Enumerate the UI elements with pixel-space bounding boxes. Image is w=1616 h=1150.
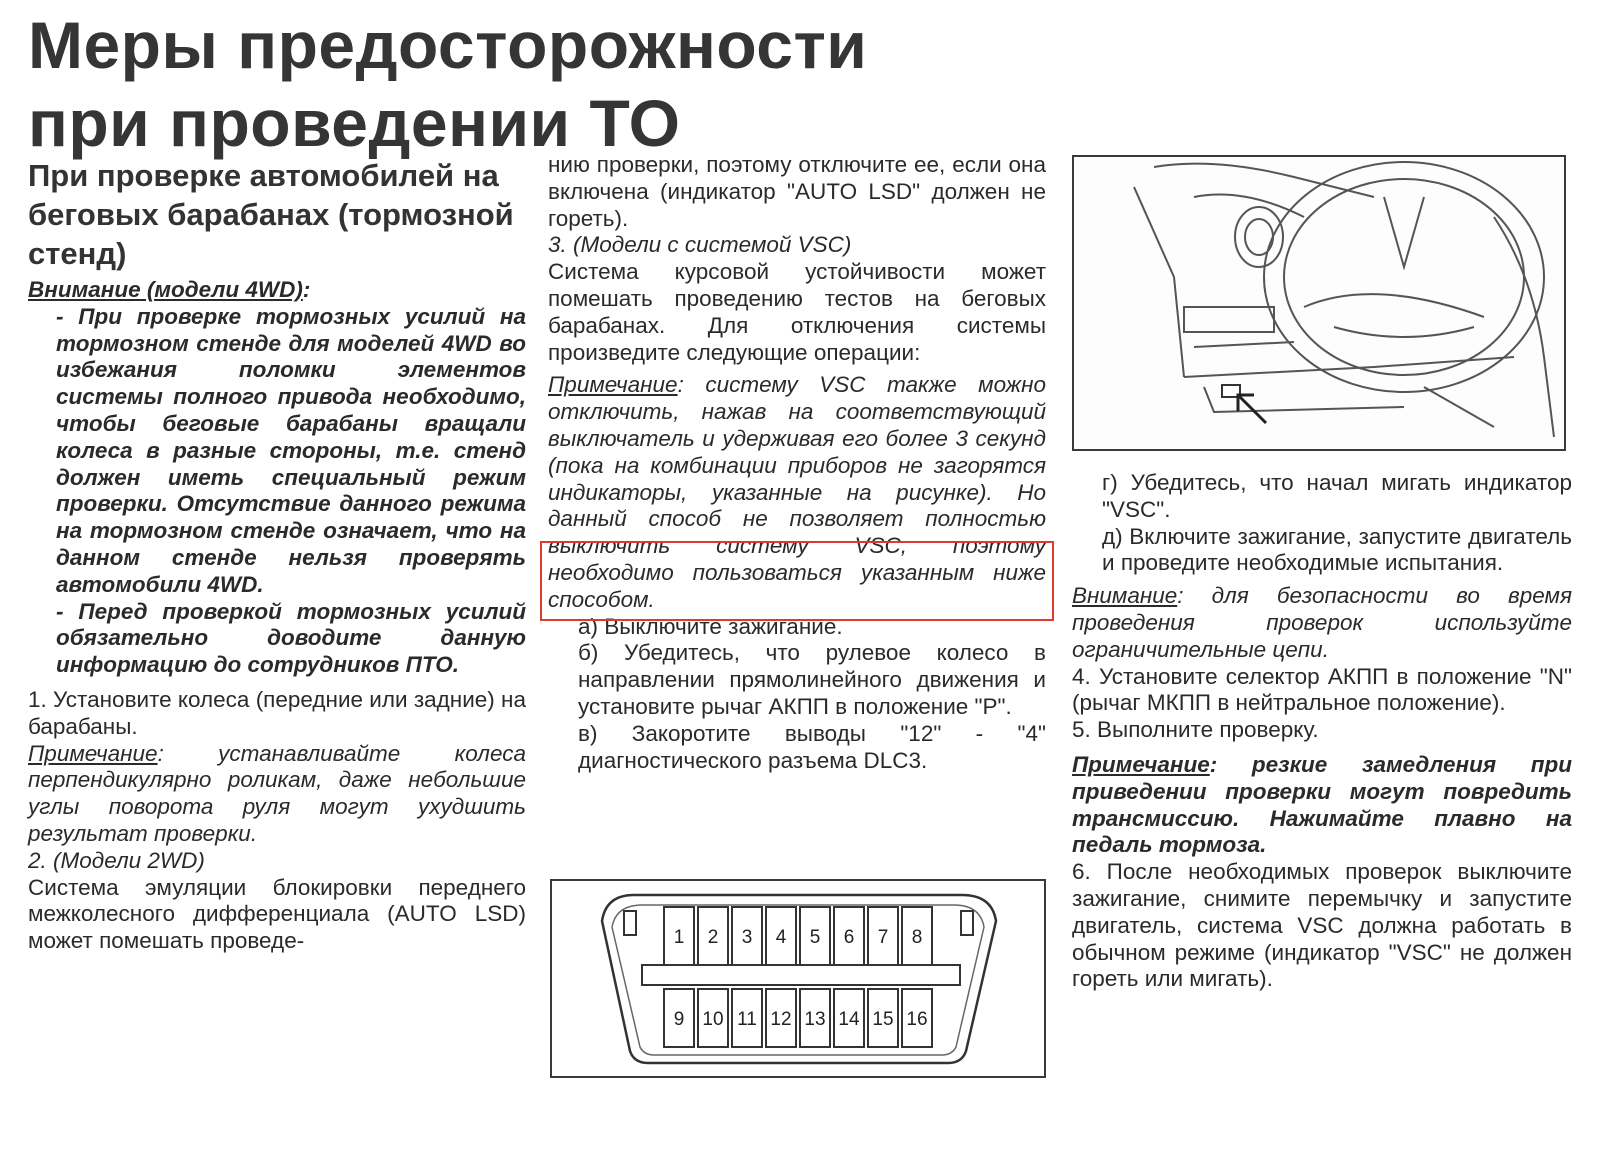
pin-label-15: 15: [872, 1009, 894, 1030]
pin-label-16: 16: [906, 1009, 928, 1030]
substep-d: д) Включите зажигание, запустите двигатель и проведите необходимые испытания.: [1102, 523, 1572, 576]
dlc3-connector: [552, 881, 1044, 1076]
note-3-label: Примечание: [1072, 751, 1210, 777]
column-left: [28, 156, 526, 955]
step-5: 5. Выполните проверку.: [1072, 717, 1319, 743]
step-1: 1. Установите колеса (передние или задние) на барабаны.: [28, 686, 526, 739]
step-3-heading: 3. (Модели с системой VSC): [548, 232, 852, 258]
note-3: [1072, 752, 1572, 859]
warning-2: [1072, 583, 1572, 663]
step-6: 6. После необходимых проверок выключите зажигание, снимите перемычку и запустите двигатель, система VSC должна работать в обычном режиме (индикатор "VSC" не должен гореть или мигать).: [1072, 859, 1572, 992]
pin-label-11: 11: [737, 1009, 757, 1030]
dashboard-figure: [1072, 155, 1566, 451]
pin-label-3: 3: [741, 927, 753, 948]
warning-paragraph-1: - При проверке тормозных усилий на тормозном стенде для моделей 4WD во избежания поломки элементов системы полного привода необходимо, чтобы беговые барабаны вращали колеса в разные стороны, т.е. стенд должен иметь специальный режим проверки. Отсутствие данного режима на тормозном стенде означает, что на данном стенде нельзя проверять автомобили 4WD.: [56, 303, 526, 597]
step-4: 4. Установите селектор АКПП в положение "N" (рычаг МКПП в нейтральное положение).: [1072, 663, 1572, 716]
pin-label-14: 14: [838, 1009, 860, 1030]
substep-b: б) Убедитесь, что рулевое колесо в направлении прямолинейного движения и установите рычаг АКПП в положение "P".: [578, 640, 1046, 719]
substep-a: а) Выключите зажигание.: [578, 613, 843, 639]
warning-2-label: Внимание: [1072, 583, 1178, 609]
dashboard-drawing: [1074, 157, 1564, 449]
note-1-label: Примечание: [28, 740, 158, 766]
pin-label-13: 13: [804, 1009, 826, 1030]
step-3-text: Система курсовой устойчивости может помешать проведению тестов на беговых барабанах. Для отключения системы произведите следующие операции:: [548, 259, 1046, 365]
pin-label-7: 7: [877, 927, 889, 948]
note-1-text: : устанавливайте колеса перпендикулярно роликам, даже небольшие углы поворота руля могут ухудшить результат проверки.: [28, 740, 526, 846]
title-line-2: при проведении ТО: [28, 86, 681, 160]
pin-label-10: 10: [702, 1009, 724, 1030]
warning-label: Внимание (модели 4WD): [28, 277, 303, 302]
highlight-box: [540, 541, 1054, 621]
pin-label-4: 4: [775, 927, 787, 948]
pin-label-2: 2: [707, 927, 719, 948]
pin-label-8: 8: [911, 927, 923, 948]
note-3-text: : резкие замедления при приведении проверки могут повредить трансмиссию. Нажимайте плавно на педаль тормоза.: [1072, 751, 1572, 858]
pin-label-1: 1: [673, 927, 685, 948]
top-pin-row: [664, 907, 932, 965]
warning-heading: [28, 277, 526, 304]
substep-g: г) Убедитесь, что начал мигать индикатор "VSC".: [1102, 470, 1572, 522]
warning-colon: :: [302, 277, 311, 302]
section-subtitle: При проверке автомобилей на беговых барабанах (тормозной стенд): [28, 158, 514, 271]
pin-label-6: 6: [843, 927, 855, 948]
column-right: [1072, 470, 1572, 993]
warning-2-text: : для безопасности во время проведения проверок используйте ограничительные цепи.: [1072, 583, 1572, 662]
warning-paragraph-2: - Перед проверкой тормозных усилий обязательно доводите данную информацию до сотрудников ПТО.: [56, 598, 526, 678]
pin-label-12: 12: [770, 1009, 792, 1030]
note-2-label: Примечание: [548, 372, 678, 398]
pin-label-9: 9: [673, 1009, 685, 1030]
step-2-heading: 2. (Модели 2WD): [28, 847, 205, 873]
bottom-pin-row: [664, 989, 932, 1047]
dlc3-connector-figure: [550, 879, 1046, 1078]
note-1: [28, 741, 526, 848]
substep-v: в) Закоротите выводы "12" - "4" диагностического разъема DLC3.: [578, 720, 1046, 773]
column-middle: [548, 152, 1046, 774]
title-line-1: Меры предосторожности: [28, 8, 868, 82]
pin-label-5: 5: [809, 927, 821, 948]
note-2-text: : систему VSC также можно отключить, нажав на соответствующий выключатель и удерживая его более 3 секунд (пока на комбинации приборов не загорятся индикаторы, указанные на рисунке). Но данный способ не позволяет полностью выключить систему VSC, поэтому необходимо пользоваться указанным ниже способом.: [548, 372, 1046, 612]
step-2-text: Система эмуляции блокировки переднего межколесного дифференциала (AUTO LSD) может помешать проведе-: [28, 874, 526, 954]
page-title: [28, 6, 867, 162]
step-2-continued: нию проверки, поэтому отключите ее, если она включена (индикатор "AUTO LSD" должен не гореть).: [548, 152, 1046, 231]
